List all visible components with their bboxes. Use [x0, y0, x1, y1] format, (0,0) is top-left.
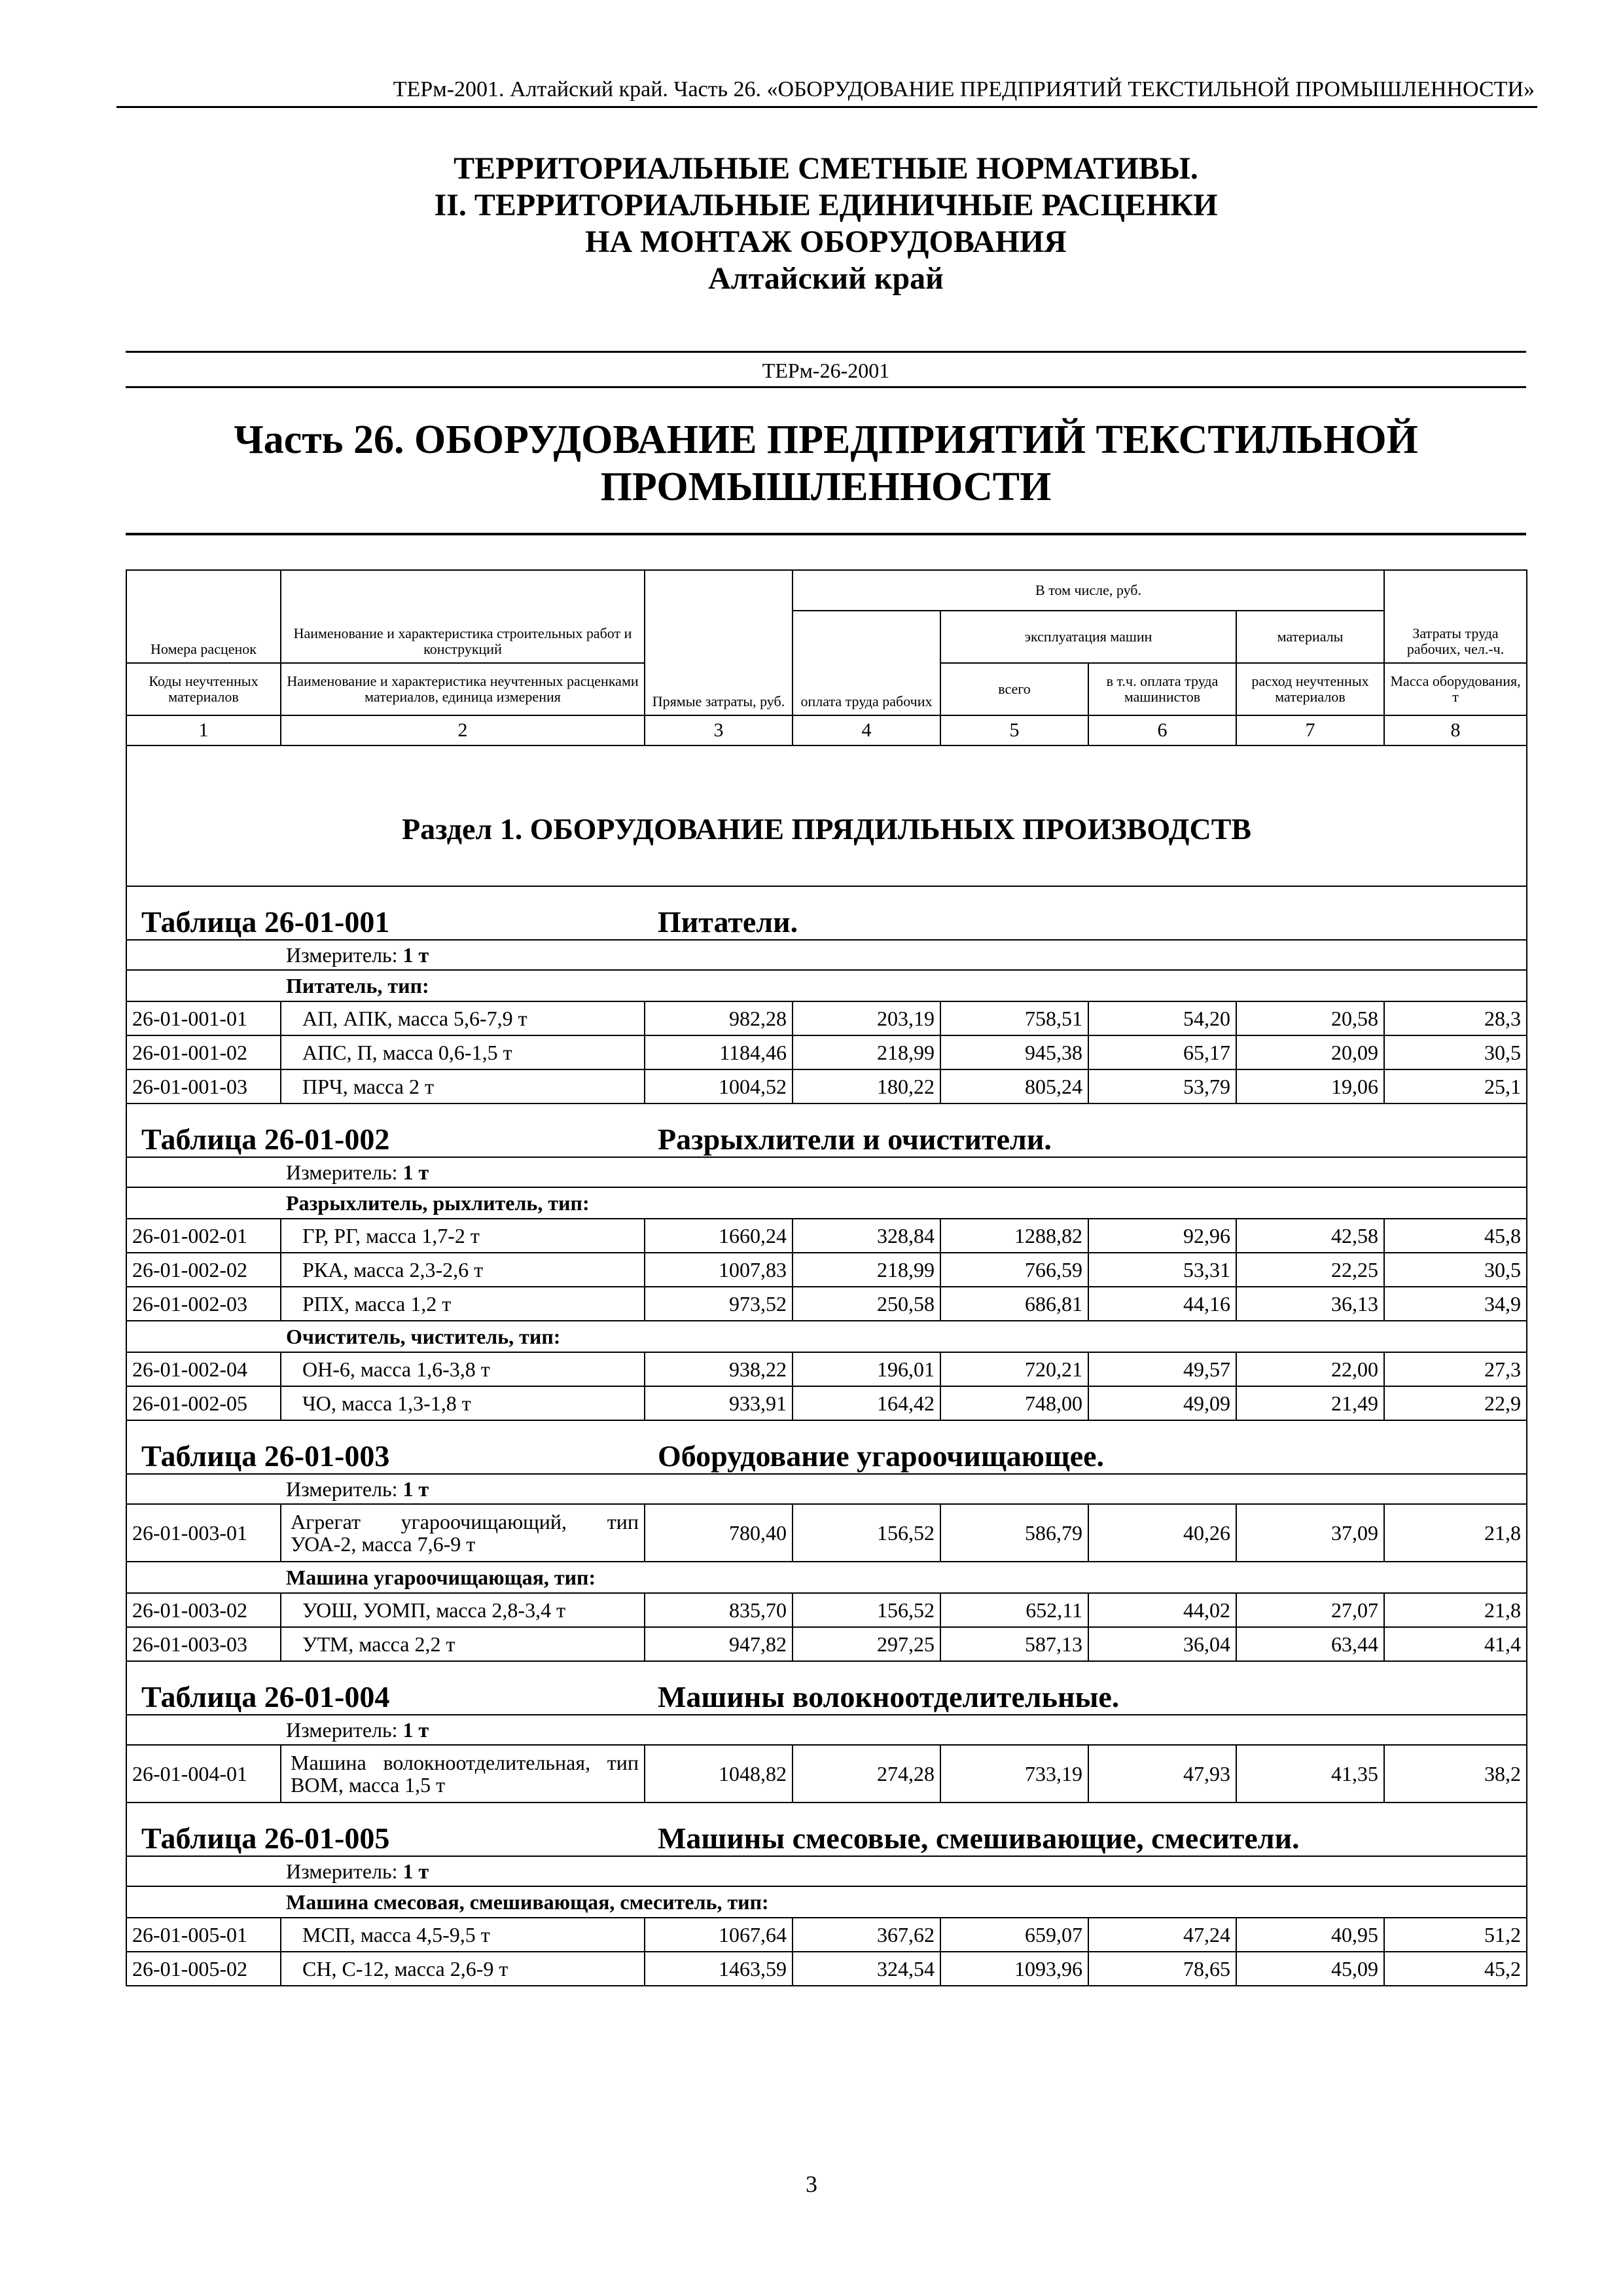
value-c5: 1288,82 — [940, 1219, 1088, 1253]
doc-code-rule-top — [126, 351, 1526, 353]
group-title: Очиститель, чиститель, тип: — [281, 1321, 1527, 1352]
rate-code: 26-01-001-03 — [126, 1069, 281, 1103]
title-line-3: НА МОНТАЖ ОБОРУДОВАНИЯ — [585, 224, 1067, 259]
measure-spacer — [126, 1474, 281, 1504]
column-number: 7 — [1236, 715, 1384, 745]
measure-row — [126, 940, 1527, 970]
rate-name: УОШ, УОМП, масса 2,8-3,4 т — [281, 1593, 645, 1627]
value-c7: 40,95 — [1236, 1918, 1384, 1952]
value-c8: 41,4 — [1384, 1627, 1527, 1661]
value-c5: 587,13 — [940, 1627, 1088, 1661]
value-c7: 41,35 — [1236, 1745, 1384, 1803]
rate-name: АПС, П, масса 0,6-1,5 т — [281, 1035, 645, 1069]
table-row — [126, 1593, 1527, 1627]
table-title-row — [126, 1420, 1527, 1474]
header-col5: всего — [940, 663, 1088, 715]
part-rule — [126, 533, 1526, 535]
value-c7: 20,58 — [1236, 1001, 1384, 1035]
measure-row — [126, 1474, 1527, 1504]
group-title: Машина смесовая, смешивающая, смеситель, тип: — [281, 1886, 1527, 1918]
table-row — [126, 1219, 1527, 1253]
value-c5: 805,24 — [940, 1069, 1088, 1103]
measure-spacer — [126, 940, 281, 970]
measure-row — [126, 1157, 1527, 1187]
header-col2-bottom: Наименование и характеристика неучтенных расценками материалов, единица измерения — [281, 663, 645, 715]
value-c7: 20,09 — [1236, 1035, 1384, 1069]
rate-code: 26-01-001-01 — [126, 1001, 281, 1035]
rate-code: 26-01-005-01 — [126, 1918, 281, 1952]
table-row — [126, 1069, 1527, 1103]
table-name: Разрыхлители и очистители. — [645, 1103, 1527, 1157]
value-c3: 1007,83 — [645, 1253, 793, 1287]
measure-spacer — [126, 1856, 281, 1886]
value-c3: 1048,82 — [645, 1745, 793, 1803]
header-col8-top: Затраты труда рабочих, чел.-ч. — [1384, 570, 1527, 663]
table-name: Машины смесовые, смешивающие, смесители. — [645, 1803, 1527, 1856]
group-title: Разрыхлитель, рыхлитель, тип: — [281, 1187, 1527, 1219]
header-col3: Прямые затраты, руб. — [645, 570, 793, 715]
value-c3: 982,28 — [645, 1001, 793, 1035]
value-c7: 63,44 — [1236, 1627, 1384, 1661]
rate-code: 26-01-001-02 — [126, 1035, 281, 1069]
value-c8: 21,8 — [1384, 1593, 1527, 1627]
value-c6: 54,20 — [1088, 1001, 1236, 1035]
value-c7: 36,13 — [1236, 1287, 1384, 1321]
group-spacer — [126, 1562, 281, 1593]
value-c3: 1184,46 — [645, 1035, 793, 1069]
measure-row — [126, 1715, 1527, 1745]
table-row — [126, 1287, 1527, 1321]
part-title — [126, 416, 1526, 511]
table-code: Таблица 26-01-001 — [126, 886, 645, 940]
value-c4: 218,99 — [793, 1035, 940, 1069]
rate-name: Машина волокноотделительная, тип ВОМ, масса 1,5 т — [281, 1745, 645, 1803]
rate-name: Агрегат угароочищающий, тип УОА-2, масса 7,6-9 т — [281, 1504, 645, 1562]
group-spacer — [126, 1886, 281, 1918]
part-title-line-1: Часть 26. ОБОРУДОВАНИЕ ПРЕДПРИЯТИЙ ТЕКСТИЛЬНОЙ — [234, 418, 1418, 462]
value-c8: 27,3 — [1384, 1352, 1527, 1386]
table-row — [126, 1918, 1527, 1952]
value-c3: 835,70 — [645, 1593, 793, 1627]
group-title: Питатель, тип: — [281, 970, 1527, 1001]
value-c7: 45,09 — [1236, 1952, 1384, 1986]
group-spacer — [126, 970, 281, 1001]
header-row-1 — [126, 570, 1527, 611]
header-materials: материалы — [1236, 611, 1384, 663]
measure-value: 1 т — [402, 1477, 429, 1501]
group-title: Машина угароочищающая, тип: — [281, 1562, 1527, 1593]
measure-label: Измеритель: — [286, 1160, 398, 1184]
measure-value: 1 т — [402, 1160, 429, 1184]
measure-value: 1 т — [402, 1717, 429, 1742]
document-title — [126, 151, 1526, 297]
rate-name: РКА, масса 2,3-2,6 т — [281, 1253, 645, 1287]
column-number: 5 — [940, 715, 1088, 745]
value-c8: 34,9 — [1384, 1287, 1527, 1321]
rate-code: 26-01-004-01 — [126, 1745, 281, 1803]
value-c6: 36,04 — [1088, 1627, 1236, 1661]
value-c4: 156,52 — [793, 1504, 940, 1562]
measure-spacer — [126, 1715, 281, 1745]
rate-code: 26-01-003-01 — [126, 1504, 281, 1562]
rate-name: ПРЧ, масса 2 т — [281, 1069, 645, 1103]
group-spacer — [126, 1321, 281, 1352]
rate-code: 26-01-003-02 — [126, 1593, 281, 1627]
doc-code-rule-bottom — [126, 386, 1526, 388]
measure-label: Измеритель: — [286, 1859, 398, 1883]
group-row — [126, 1562, 1527, 1593]
header-col6: в т.ч. оплата труда машинистов — [1088, 663, 1236, 715]
rate-code: 26-01-002-05 — [126, 1386, 281, 1420]
table-row — [126, 1504, 1527, 1562]
value-c8: 38,2 — [1384, 1745, 1527, 1803]
header-col4: оплата труда рабочих — [793, 611, 940, 715]
title-line-1: ТЕРРИТОРИАЛЬНЫЕ СМЕТНЫЕ НОРМАТИВЫ. — [454, 151, 1198, 186]
header-col2-top: Наименование и характеристика строительных работ и конструкций — [281, 570, 645, 663]
value-c7: 42,58 — [1236, 1219, 1384, 1253]
value-c6: 49,09 — [1088, 1386, 1236, 1420]
table-code: Таблица 26-01-004 — [126, 1661, 645, 1715]
column-number: 6 — [1088, 715, 1236, 745]
value-c8: 21,8 — [1384, 1504, 1527, 1562]
table-row — [126, 1952, 1527, 1986]
value-c5: 733,19 — [940, 1745, 1088, 1803]
value-c6: 65,17 — [1088, 1035, 1236, 1069]
value-c5: 748,00 — [940, 1386, 1088, 1420]
table-name: Машины волокноотделительные. — [645, 1661, 1527, 1715]
value-c5: 945,38 — [940, 1035, 1088, 1069]
value-c4: 180,22 — [793, 1069, 940, 1103]
rate-code: 26-01-002-03 — [126, 1287, 281, 1321]
value-c7: 21,49 — [1236, 1386, 1384, 1420]
rate-name: ОН-6, масса 1,6-3,8 т — [281, 1352, 645, 1386]
header-col1-top: Номера расценок — [126, 570, 281, 663]
value-c4: 218,99 — [793, 1253, 940, 1287]
group-row — [126, 1187, 1527, 1219]
table-row — [126, 1001, 1527, 1035]
value-c4: 203,19 — [793, 1001, 940, 1035]
header-col7: расход неучтенных материалов — [1236, 663, 1384, 715]
value-c3: 1004,52 — [645, 1069, 793, 1103]
measure-value: 1 т — [402, 942, 429, 967]
value-c4: 164,42 — [793, 1386, 940, 1420]
group-row — [126, 1321, 1527, 1352]
value-c7: 27,07 — [1236, 1593, 1384, 1627]
value-c6: 44,02 — [1088, 1593, 1236, 1627]
measure-row — [126, 1856, 1527, 1886]
rate-code: 26-01-002-01 — [126, 1219, 281, 1253]
value-c8: 45,2 — [1384, 1952, 1527, 1986]
value-c4: 156,52 — [793, 1593, 940, 1627]
value-c6: 44,16 — [1088, 1287, 1236, 1321]
value-c7: 19,06 — [1236, 1069, 1384, 1103]
table-title-row — [126, 1803, 1527, 1856]
measure-label: Измеритель: — [286, 942, 398, 967]
value-c6: 92,96 — [1088, 1219, 1236, 1253]
title-line-4: Алтайский край — [708, 261, 944, 296]
value-c6: 49,57 — [1088, 1352, 1236, 1386]
doc-code: ТЕРм-26-2001 — [762, 359, 890, 382]
value-c5: 659,07 — [940, 1918, 1088, 1952]
rates-table — [126, 569, 1527, 1986]
column-number: 4 — [793, 715, 940, 745]
measure-value: 1 т — [402, 1859, 429, 1883]
measure — [281, 1474, 1527, 1504]
rate-name: АП, АПК, масса 5,6-7,9 т — [281, 1001, 645, 1035]
rate-name: МСП, масса 4,5-9,5 т — [281, 1918, 645, 1952]
value-c4: 297,25 — [793, 1627, 940, 1661]
group-spacer — [126, 1187, 281, 1219]
rate-name: РПХ, масса 1,2 т — [281, 1287, 645, 1321]
section-title: Раздел 1. ОБОРУДОВАНИЕ ПРЯДИЛЬНЫХ ПРОИЗВОДСТВ — [126, 745, 1527, 886]
rate-code: 26-01-005-02 — [126, 1952, 281, 1986]
group-row — [126, 1886, 1527, 1918]
measure — [281, 1715, 1527, 1745]
value-c3: 933,91 — [645, 1386, 793, 1420]
rate-code: 26-01-003-03 — [126, 1627, 281, 1661]
measure — [281, 1157, 1527, 1187]
measure — [281, 940, 1527, 970]
title-line-2: II. ТЕРРИТОРИАЛЬНЫЕ ЕДИНИЧНЫЕ РАСЦЕНКИ — [434, 188, 1218, 223]
rate-name: СН, С-12, масса 2,6-9 т — [281, 1952, 645, 1986]
value-c5: 686,81 — [940, 1287, 1088, 1321]
value-c4: 328,84 — [793, 1219, 940, 1253]
table-title-row — [126, 886, 1527, 940]
header-col1-bottom: Коды неучтенных материалов — [126, 663, 281, 715]
value-c5: 758,51 — [940, 1001, 1088, 1035]
table-row — [126, 1745, 1527, 1803]
value-c3: 780,40 — [645, 1504, 793, 1562]
value-c8: 45,8 — [1384, 1219, 1527, 1253]
section-row — [126, 745, 1527, 886]
value-c6: 47,24 — [1088, 1918, 1236, 1952]
value-c6: 40,26 — [1088, 1504, 1236, 1562]
column-number: 1 — [126, 715, 281, 745]
table-row — [126, 1352, 1527, 1386]
value-c6: 47,93 — [1088, 1745, 1236, 1803]
rate-code: 26-01-002-02 — [126, 1253, 281, 1287]
header-machines: эксплуатация машин — [940, 611, 1236, 663]
value-c4: 250,58 — [793, 1287, 940, 1321]
value-c8: 22,9 — [1384, 1386, 1527, 1420]
table-row — [126, 1253, 1527, 1287]
value-c7: 22,00 — [1236, 1352, 1384, 1386]
group-row — [126, 970, 1527, 1001]
table-code: Таблица 26-01-002 — [126, 1103, 645, 1157]
value-c4: 367,62 — [793, 1918, 940, 1952]
header-rule — [116, 106, 1537, 108]
table-code: Таблица 26-01-003 — [126, 1420, 645, 1474]
table-row — [126, 1386, 1527, 1420]
value-c3: 1067,64 — [645, 1918, 793, 1952]
table-name: Питатели. — [645, 886, 1527, 940]
value-c3: 1660,24 — [645, 1219, 793, 1253]
value-c6: 78,65 — [1088, 1952, 1236, 1986]
table-title-row — [126, 1103, 1527, 1157]
value-c3: 973,52 — [645, 1287, 793, 1321]
column-number: 3 — [645, 715, 793, 745]
value-c5: 766,59 — [940, 1253, 1088, 1287]
column-number: 2 — [281, 715, 645, 745]
measure-label: Измеритель: — [286, 1717, 398, 1742]
part-title-line-2: ПРОМЫШЛЕННОСТИ — [600, 465, 1052, 509]
value-c3: 938,22 — [645, 1352, 793, 1386]
value-c7: 37,09 — [1236, 1504, 1384, 1562]
value-c8: 51,2 — [1384, 1918, 1527, 1952]
rate-code: 26-01-002-04 — [126, 1352, 281, 1386]
column-number: 8 — [1384, 715, 1527, 745]
table-code: Таблица 26-01-005 — [126, 1803, 645, 1856]
value-c7: 22,25 — [1236, 1253, 1384, 1287]
header-including: В том числе, руб. — [793, 570, 1384, 611]
measure — [281, 1856, 1527, 1886]
table-title-row — [126, 1661, 1527, 1715]
table-name: Оборудование угароочищающее. — [645, 1420, 1527, 1474]
value-c6: 53,31 — [1088, 1253, 1236, 1287]
table-row — [126, 1627, 1527, 1661]
value-c4: 196,01 — [793, 1352, 940, 1386]
value-c6: 53,79 — [1088, 1069, 1236, 1103]
rate-name: УТМ, масса 2,2 т — [281, 1627, 645, 1661]
rate-name: ЧО, масса 1,3-1,8 т — [281, 1386, 645, 1420]
rate-name: ГР, РГ, масса 1,7-2 т — [281, 1219, 645, 1253]
value-c3: 947,82 — [645, 1627, 793, 1661]
page-number: 3 — [806, 2171, 817, 2197]
value-c5: 586,79 — [940, 1504, 1088, 1562]
measure-spacer — [126, 1157, 281, 1187]
header-col8-bottom: Масса оборудования, т — [1384, 663, 1527, 715]
value-c8: 25,1 — [1384, 1069, 1527, 1103]
value-c8: 30,5 — [1384, 1253, 1527, 1287]
value-c5: 720,21 — [940, 1352, 1088, 1386]
value-c5: 652,11 — [940, 1593, 1088, 1627]
value-c8: 30,5 — [1384, 1035, 1527, 1069]
value-c8: 28,3 — [1384, 1001, 1527, 1035]
value-c5: 1093,96 — [940, 1952, 1088, 1986]
value-c4: 324,54 — [793, 1952, 940, 1986]
value-c3: 1463,59 — [645, 1952, 793, 1986]
column-numbers-row — [126, 715, 1527, 745]
table-row — [126, 1035, 1527, 1069]
value-c4: 274,28 — [793, 1745, 940, 1803]
running-header: ТЕРм-2001. Алтайский край. Часть 26. «ОБОРУДОВАНИЕ ПРЕДПРИЯТИЙ ТЕКСТИЛЬНОЙ ПРОМЫШЛЕННОСТИ» — [393, 77, 1535, 101]
measure-label: Измеритель: — [286, 1477, 398, 1501]
